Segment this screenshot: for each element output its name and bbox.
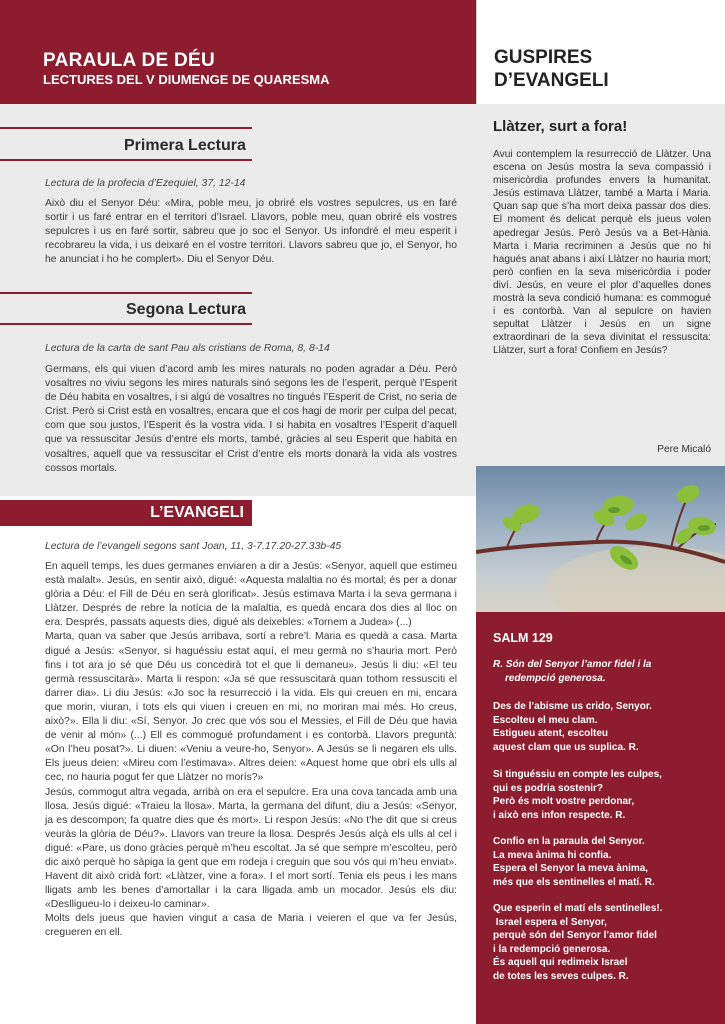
psalm-line: i això ens infon respecte. R. [493, 809, 626, 821]
reflection-box [476, 104, 725, 466]
gospel-heading: L’EVANGELI [150, 504, 244, 521]
psalm-line: més que els sentinelles el matí. R. [493, 876, 655, 888]
gospel-reference: Lectura de l’evangeli segons sant Joan, 11, 3-7.17.20-27.33b-45 [45, 541, 342, 552]
psalm-line: Confio en la paraula del Senyor. [493, 836, 645, 847]
psalm-line: Espera el Senyor la meva ànima, [493, 863, 649, 874]
header-banner [0, 0, 476, 104]
sidebar-title-line: GUSPIRES [494, 47, 593, 68]
page-subtitle: LECTURES DEL V DIUMENGE DE QUARESMA [43, 72, 330, 87]
psalm-line: Que esperin el matí els sentinelles!. [493, 903, 663, 914]
psalm-line: Si tinguéssiu en compte les culpes, [493, 769, 662, 780]
psalm-line: Israel espera el Senyor, [493, 916, 607, 928]
second-reading-reference: Lectura de la carta de sant Pau als cristians de Roma, 8, 8-14 [45, 343, 330, 354]
divider-bottom [0, 159, 252, 161]
psalm-box [476, 612, 725, 1024]
psalm-line: Des de l’abisme us crido, Senyor. [493, 701, 652, 712]
reflection-author: Pere Micaló [657, 444, 711, 455]
gospel-paragraph: En aquell temps, les dues germanes enviaren a dir a Jesús: «Senyor, aquell que estimeu està malalt». Jesús, en sentir això, digué: «Aquesta malaltia no és mortal; és per a donar glòria a Déu: el Fill de Déu en serà glorificat». Jesús estimava Marta i la seva germana i Llàtzer. Després de rebre la notícia de la malaltia, es quedà encara dos dies al lloc on era. Després, passats aquests dies, digué als deixebles: «Tornem a Judea» (...) [45, 561, 457, 629]
psalm-line: Estigueu atent, escolteu [493, 728, 609, 739]
second-reading-text: Germans, els qui viuen d’acord amb les mires naturals no poden agradar a Déu. Però vosaltres no viviu segons les mires naturals sinó segons les de l’esperit, perquè l’Esperit de Déu habita en vosaltres, i si algú de vosaltres no tingués l’Esperit de Crist, no seria de Crist. Però si Crist està en vosaltres, encara que el cos hagi de morir per culpa del pecat, com que sou justos, l’Esperit és la vostra vida. I si habita en vosaltres l’Esperit d’aquell que va ressuscitar Jesús d’entre els morts, també, gràcies al seu Esperit que habita en vosaltres, aquell que va ressuscitar el Crist d’entre els morts donarà la vida als vostres cossos mortals. [45, 364, 457, 474]
sidebar-column [476, 0, 725, 1024]
psalm-stanza [493, 902, 715, 983]
branch-leaves-photo [476, 466, 725, 612]
gospel-paragraph: Jesús, commogut altra vegada, arribà on era el sepulcre. Era una cova tancada amb una llosa. Jesús digué: «Traieu la llosa». Marta, la germana del difunt, diu a Jesús: «Senyor, ja es descompon; fa quatre dies que és mort». Li respon Jesús: «No t’he dit que si creus veuràs la glòria de Déu?». Llavors van treure la llosa. Després Jesús alçà els ulls al cel i digué: «Pare, us dono gràcies perquè m’heu escoltat. Ja sé que sempre m’escolteu, però dic això perquè ho sàpiga la gent que em rodeja i creguin que sou vós qui m’heu enviat». Havent dit això cridà fort: «Llàtzer, vine a fora». I el mort sortí. Tenia els peus i les mans lligats amb les benes d’amortallar i la cara lligada amb un mocador. Jesús els diu: «Deslligueu-lo i deixeu-lo caminar». [45, 786, 457, 911]
reflection-text: Avui contemplem la resurrecció de Llàtzer. Una escena on Jesús mostra la seva compassió i misericòrdia profundes envers la humanitat. Jesús estimava Llàtzer, també a Marta i Maria. Quan sap que s’ha mort deixa passar dos dies. El moment és delicat perquè els jueus volen apedregar Jesús. Però Jesús va a Bet-Hània. Marta i Maria recriminen a Jesús que no hi hagués anat abans i així Llàtzer no hauria mort; però confien en la seva misericòrdia i poder diví. Jesús, en veure el plor d’aquelles dones mostrà la seva condició humana: es commogué i es contorbà. Van al sepulcre on havien sepultat Llàtzer i Jesús en un signe extraordinari de la seva divinitat el ressuscita: Llàtzer, surt a fora! Confiem en Jesús? [493, 149, 711, 357]
gospel-heading-bar [0, 500, 252, 526]
psalm-line: Però és molt vostre perdonar, [493, 796, 635, 807]
sidebar-title-line: D’EVANGELI [494, 70, 609, 91]
psalm-line: aquest clam que us suplica. R. [493, 741, 639, 753]
psalm-response-line: redempció generosa. [505, 673, 606, 684]
psalm-stanza [493, 700, 715, 754]
psalm-response [493, 658, 715, 686]
first-reading-reference: Lectura de la profecia d’Ezequiel, 37, 12-14 [45, 178, 246, 189]
psalm-line: perquè són del Senyor l’amor fidel [493, 930, 657, 941]
reflection-title: Llàtzer, surt a fora! [493, 118, 628, 135]
first-reading-text: Això diu el Senyor Déu: «Mira, poble meu, jo obriré els vostres sepulcres, us en faré sortir i us faré entrar en el territori d’Israel. Llavors, poble meu, quan obriré els vostres sepulcres i us en faré sortir, sabreu que jo soc el Senyor. Us infondré el meu esperit i recobrareu la vida, i us deixaré en el vostre territori. Llavors sabreu que jo, el Senyor, ho he anunciat i ho he complert». Diu el Senyor Déu. [45, 198, 457, 266]
gospel-paragraph: Marta, quan va saber que Jesús arribava, sortí a rebre’l. Maria es quedà a casa. Marta digué a Jesús: «Senyor, si haguéssiu estat aquí, el meu germà no s’hauria mort. Però fins i tot ara jo sé que Déu us concedirà tot el que li demaneu». Jesús li diu: «El teu germà ressuscitarà». Marta li respon: «Ja sé que ressuscitarà quan tothom ressusciti el darrer dia». Li diu Jesús: «Jo soc la resurrecció i la vida. Els qui creuen en mi, encara que morin, viuran, i tots els qui viuen i creuen en mi, no moriran mai més. Ho creus, això?». Ella li diu: «Sí, Senyor. Jo crec que vós sou el Messies, el Fill de Déu que havia de venir al món» (...) Ell es commogué profundament i es contorbà. Llavors preguntà: «On l’heu posat?». Li diuen: «Veniu a veure-ho, Senyor». A Jesús se li negaren els ulls. Els jueus deien: «Mireu com l’estimava». Altres deien: «Aquest home que obrí els ulls al cec, no hauria pogut fer que Llàtzer no morís?» [45, 631, 457, 784]
divider-top [0, 127, 252, 129]
divider-bottom [0, 323, 252, 325]
sidebar-title [494, 46, 609, 92]
page-title: PARAULA DE DÉU [43, 50, 216, 71]
psalm-line: La meva ànima hi confia. [493, 849, 612, 861]
branch-leaves-icon [476, 466, 725, 612]
sidebar-header [476, 0, 725, 104]
psalm-line: qui es podria sostenir? [493, 782, 604, 794]
second-reading-heading: Segona Lectura [126, 301, 247, 318]
psalm-line: i la redempció generosa. [493, 943, 611, 955]
psalm-stanza [493, 835, 715, 889]
psalm-line: de totes les seves culpes. R. [493, 970, 629, 982]
psalm-line: És aquell qui redimeix Israel [493, 957, 628, 968]
psalm-title: SALM 129 [493, 631, 553, 645]
first-reading-heading: Primera Lectura [124, 137, 246, 154]
psalm-response-line: R. Són del Senyor l’amor fidel i la [493, 659, 652, 670]
psalm-stanza [493, 768, 715, 822]
psalm-line: Escolteu el meu clam. [493, 714, 598, 726]
gospel-paragraph: Molts dels jueus que havien vingut a casa de Maria i veieren el que va fer Jesús, cregueren en ell. [45, 913, 457, 939]
divider-top [0, 292, 252, 294]
gospel-text [45, 560, 457, 941]
